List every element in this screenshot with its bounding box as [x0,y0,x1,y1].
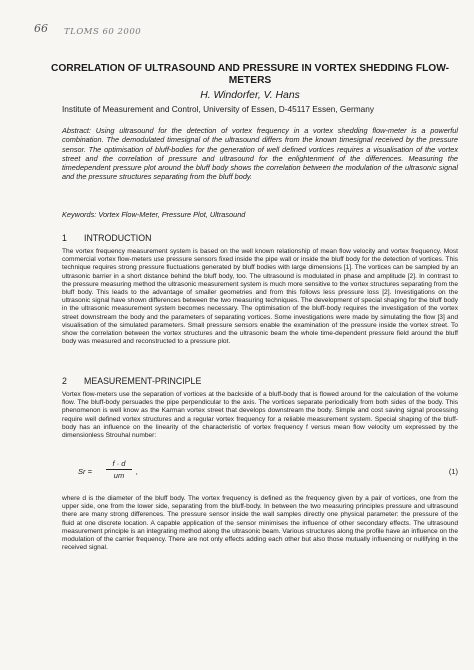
equation-number: (1) [448,467,458,476]
handwritten-page-number: 66 [34,22,48,35]
measurement-principle-body-continued: where d is the diameter of the bluff body. The vortex frequency is defined as the frequency given by a pair of vortices, one from the upper side, one from the lower side, separating from the bluff-body. In between the two measuring principles pressure and ultrasound there are many strong differences. The pressure sensor inside the wall samples directly one physical parameter: the pressure of the fluid at one discrete location. A capable application of the sensor minimises the influence of other secondary effects. The ultrasound measurement principle is an integrating method along the ultrasonic beam. Various structures along the profile have an influence on the modulation of the carrier frequency. There are not only effects adding each other but also those mutually influencing or nullifying in the received signal. [62,495,458,552]
formula-denominator: um [113,471,125,480]
paper-authors: H. Windorfer, V. Hans [200,90,300,101]
measurement-principle-body: Vortex flow-meters use the separation of vortices at the backside of a bluff-body that is flowed around for the calculation of the volume flow. The bluff-body persuades the pipe perpendicular to the axis. The vortices separate periodically from both sides of the body. This phenomenon is well know as the Karman vortex street that develops downstream the body. Simple and cost saving signal processing require well defined vortex structures and a regular vortex frequency for a reliable measurement system. Special shaping of the bluff-body has an influence on the linearity of the characteristic of vortex frequency f versus mean flow velocity um expressed by the dimensionless Strouhal number: [62,391,458,440]
section-number: 2 [62,376,67,386]
section-title: INTRODUCTION [84,233,152,243]
formula-lhs: Sr = [78,467,92,476]
section-heading-measurement-principle [62,376,201,386]
introduction-body: The vortex frequency measurement system is based on the well known relationship of mean flow velocity and vortex frequency. Most commercial vortex flow-meters use pressure sensors fixed inside the pipe wall or inside the bluff body for the detection of vortices. This technique requires strong pressure fluctuations generated by bluff bodies with large dimensions [1]. The vortices can be sampled by an ultrasonic barrier in a short distance behind the bluff body, too. The ultrasound is modulated in phase and amplitude [2]. In contrast to the pressure measuring method the ultrasonic measurement system is much more sensitive to the vortex structures separating from the bluff body. This leads to the advantage of smaller geometries and from this follows less pressure loss [2]. Investigations on the ultrasonic signal have shown differences between the two measuring techniques. The development of special shaping for the bluff body in the ultrasonic measurement system becomes necessary. The optimisation of the bluff-body requires the investigation of the vortex street downstream the body and the parameters of separating vortices. Some investigations were made by simulating the flow [3] and visualisation of the simulated parameters. Small pressure sensors enable the examination of the pressure inside the vortex street. To show the correlation between the vortex structures and the ultrasonic beam the whole time-dependent pressure field around the bluff body was measured and reconstructed to a pressure plot. [62,248,458,346]
handwritten-source-note: TLOMS 60 2000 [64,27,142,37]
section-number: 1 [62,233,67,243]
section-heading-introduction [62,233,151,243]
section-title: MEASUREMENT-PRINCIPLE [84,376,202,386]
formula-punct: , [136,467,139,476]
strouhal-formula [78,459,458,485]
formula-numerator: f · d [106,459,132,470]
paper-affiliation: Institute of Measurement and Control, University of Essen, D-45117 Essen, Germany [62,104,375,114]
paper-title: CORRELATION OF ULTRASOUND AND PRESSURE IN VORTEX SHEDDING FLOW-METERS [50,63,450,86]
formula-fraction [106,459,132,480]
keywords: Keywords: Vortex Flow-Meter, Pressure Plot, Ultrasound [62,210,246,219]
abstract: Abstract: Using ultrasound for the detection of vortex frequency in a vortex shedding flow-meter is a powerful combination. The demodulated timesignal of the ultrasound differs from the known timesignal received by the pressure sensor. The optimisation of bluff-bodies for the generation of well defined vortices requires a visualisation of the vortex street and the correlation of pressure and ultrasound for the enlightenment of the differences. Measuring the timedependent pressure plot around the bluff body shows the correlation between the modulation of the ultrasonic signal and the pressure structures separating from the bluff body. [62,126,458,182]
